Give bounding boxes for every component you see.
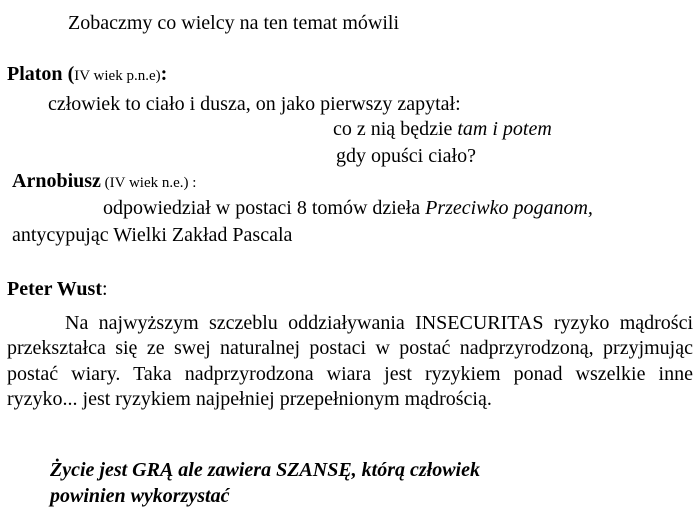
platon-heading [7,62,167,88]
arnobiusz-line-2: antycypując Wielki Zakład Pascala [12,224,293,246]
arnobiusz-era: (IV wiek n.e.) : [100,175,197,191]
platon-line-2-italic: tam i potem [457,118,552,140]
wust-heading [7,277,108,301]
arnobiusz-name: Arnobiusz [12,170,101,192]
wust-paragraph-text: Na najwyższym szczeblu oddziaływania INSECURITAS ryzyko mądrości przekształca się ze swej naturalnej postaci w postać nadprzyrodzoną, przyjmując postać wiary. Taka nadprzyrodzona wiara jest ryzykiem ponad wszelkie inne ryzyko... jest ryzykiem najpełniej przepełnionym mądrością. [7,312,693,411]
wust-colon: : [102,278,108,300]
arnobiusz-line-1-text: odpowiedział w postaci 8 tomów dzieła [103,197,426,219]
platon-line-1: człowiek to ciało i dusza, on jako pierwszy zapytał: [48,93,461,115]
platon-line-3: gdy opuści ciało? [336,145,476,167]
arnobiusz-line-1-italic: Przeciwko poganom, [425,197,593,219]
platon-name: Platon [7,63,63,85]
arnobiusz-line-1 [103,196,593,220]
platon-line-2 [333,117,552,141]
page-title: Zobaczmy co wielcy na ten temat mówili [68,12,399,34]
wust-name: Peter Wust [7,278,102,300]
platon-era: IV wiek p.n.e) [74,68,161,84]
platon-open-paren: ( [62,63,75,85]
platon-line-2-text: co z nią będzie [333,118,458,140]
wust-quote-line-2: powinien wykorzystać [50,485,230,507]
arnobiusz-heading [12,169,196,195]
wust-quote-line-1: Życie jest GRĄ ale zawiera SZANSĘ, którą człowiek [50,459,480,481]
platon-colon: : [160,63,168,85]
wust-paragraph [7,311,693,413]
